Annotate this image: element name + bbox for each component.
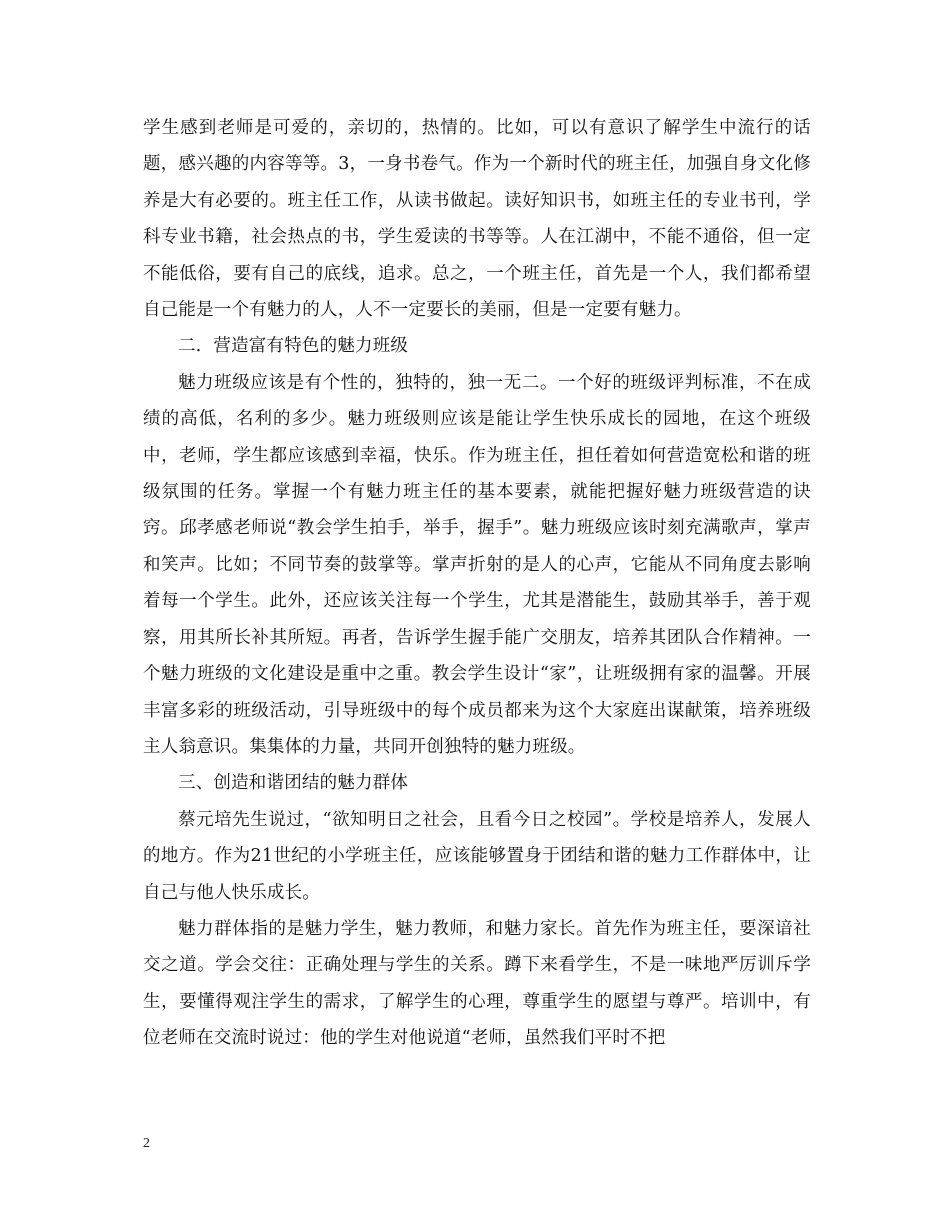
page-number: 2 bbox=[143, 1136, 150, 1151]
section-heading-3: 三、创造和谐团结的魅力群体 bbox=[178, 773, 409, 794]
body-text bbox=[143, 110, 811, 1057]
paragraph-6: 魅力群体指的是魅力学生，魅力教师，和魅力家长。首先作为班主任，要深谙社交之道。学会交往：正确处理与学生的关系。蹲下来看学生，不是一味地严厉训斥学生，要懂得观注学生的需求，了解学生的心理，尊重学生的愿望与尊严。培训中，有位老师在交流时说过：他的学生对他说道“老师，虽然我们平时不把 bbox=[143, 918, 811, 1049]
paragraph-1: 学生感到老师是可爱的，亲切的，热情的。比如，可以有意识了解学生中流行的话题，感兴趣的内容等等。3，一身书卷气。作为一个新时代的班主任，加强自身文化修养是大有必要的。班主任工作，从读书做起。读好知识书，如班主任的专业书刊，学科专业书籍，社会热点的书，学生爱读的书等等。人在江湖中，不能不通俗，但一定不能低俗，要有自己的底线，追求。总之，一个班主任，首先是一个人，我们都希望自己能是一个有魅力的人，人不一定要长的美丽，但是一定要有魅力。 bbox=[143, 118, 811, 321]
paragraph-5: 蔡元培先生说过，“欲知明日之社会，且看今日之校园”。学校是培养人，发展人的地方。作为21世纪的小学班主任，应该能够置身于团结和谐的魅力工作群体中，让自己与他人快乐成长。 bbox=[143, 809, 811, 903]
section-heading-2: 二．营造富有特色的魅力班级 bbox=[178, 336, 409, 357]
paragraph-3: 魅力班级应该是有个性的，独特的，独一无二。一个好的班级评判标准，不在成绩的高低，名利的多少。魅力班级则应该是能让学生快乐成长的园地，在这个班级中，老师，学生都应该感到幸福，快乐。作为班主任，担任着如何营造宽松和谐的班级氛围的任务。掌握一个有魅力班主任的基本要素，就能把握好魅力班级营造的诀窍。邱孝感老师说“教会学生拍手，举手，握手”。魅力班级应该时刻充满歌声，掌声和笑声。比如；不同节奏的鼓掌等。掌声折射的是人的心声，它能从不同角度去影响着每一个学生。此外，还应该关注每一个学生，尤其是潜能生，鼓励其举手，善于观察，用其所长补其所短。再者，告诉学生握手能广交朋友，培养其团队合作精神。一个魅力班级的文化建设是重中之重。教会学生设计“家”，让班级拥有家的温馨。开展丰富多彩的班级活动，引导班级中的每个成员都来为这个大家庭出谋献策，培养班级主人翁意识。集集体的力量，共同开创独特的魅力班级。 bbox=[143, 372, 811, 757]
